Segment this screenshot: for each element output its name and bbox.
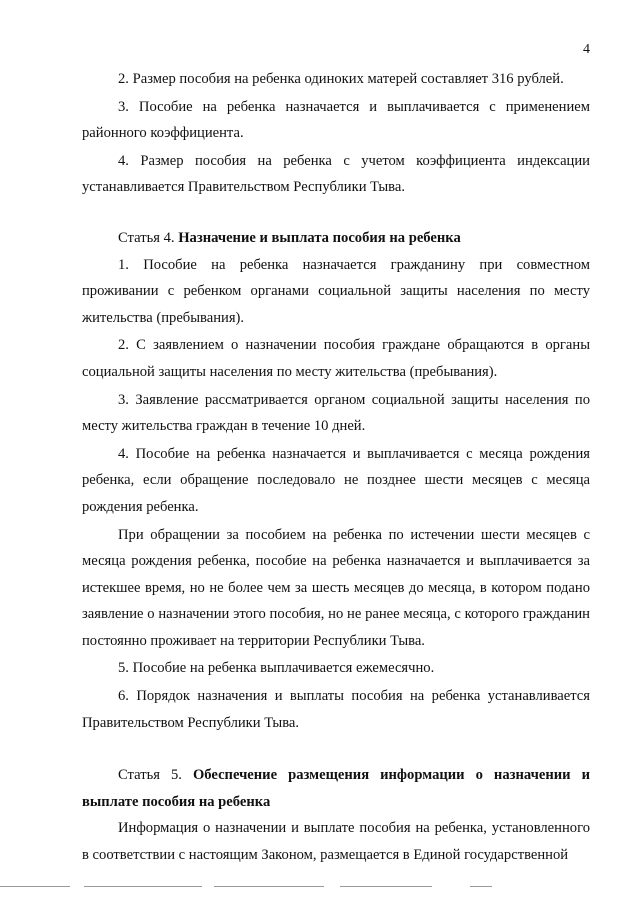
scan-edge-line	[470, 886, 492, 887]
article-4-title: Назначение и выплата пособия на ребенка	[178, 229, 461, 246]
paragraph: 1. Пособие на ребенка назначается гражданину при совместном проживании с ребенком органами социальной защиты населения по месту жительства (пребывания).	[82, 256, 590, 326]
paragraph: 2. Размер пособия на ребенка одиноких матерей составляет 316 рублей.	[118, 71, 564, 87]
article-5-label: Статья 5.	[118, 767, 182, 784]
article-5-title: Обеспечение размещения информации о назначении и выплате пособия на ребенка	[82, 767, 590, 810]
scan-edge-line	[84, 886, 202, 887]
paragraph: 5. Пособие на ребенка выплачивается ежемесячно.	[118, 660, 435, 677]
paragraph: Информация о назначении и выплате пособия на ребенка, установленного в соответствии с настоящим Законом, размещается в Единой государственной	[82, 820, 590, 864]
scan-edge-line	[214, 886, 324, 887]
paragraph: 4. Пособие на ребенка назначается и выплачивается с месяца рождения ребенка, если обращение последовало не позднее шести месяцев с месяца рождения ребенка.	[82, 445, 590, 515]
paragraph: При обращении за пособием на ребенка по истечении шести месяцев с месяца рождения ребенка, пособие на ребенка назначается и выплачивается за истекшее время, но не более чем за шесть месяцев до месяца, в котором подано заявление о назначении этого пособия, но не ранее месяца, с которого гражданин постоянно проживает на территории Республики Тыва.	[82, 526, 590, 649]
scan-edge-line	[340, 886, 432, 887]
paragraph: 3. Заявление рассматривается органом социальной защиты населения по месту жительства граждан в течение 10 дней.	[82, 391, 590, 435]
article-4-label: Статья 4.	[118, 229, 175, 246]
paragraph: 6. Порядок назначения и выплаты пособия на ребенка устанавливается Правительством Республики Тыва.	[82, 688, 590, 731]
article-4-heading	[82, 225, 590, 252]
paragraph: 3. Пособие на ребенка назначается и выплачивается с применением районного коэффициента.	[82, 98, 590, 142]
scan-edge-line	[0, 886, 70, 887]
paragraph: 2. С заявлением о назначении пособия граждане обращаются в органы социальной защиты населения по месту жительства (пребывания).	[82, 337, 590, 380]
paragraph: 4. Размер пособия на ребенка с учетом коэффициента индексации устанавливается Правительством Республики Тыва.	[82, 152, 590, 196]
page-number: 4	[583, 42, 590, 57]
article-5-heading	[82, 762, 590, 815]
document-body	[82, 66, 590, 869]
